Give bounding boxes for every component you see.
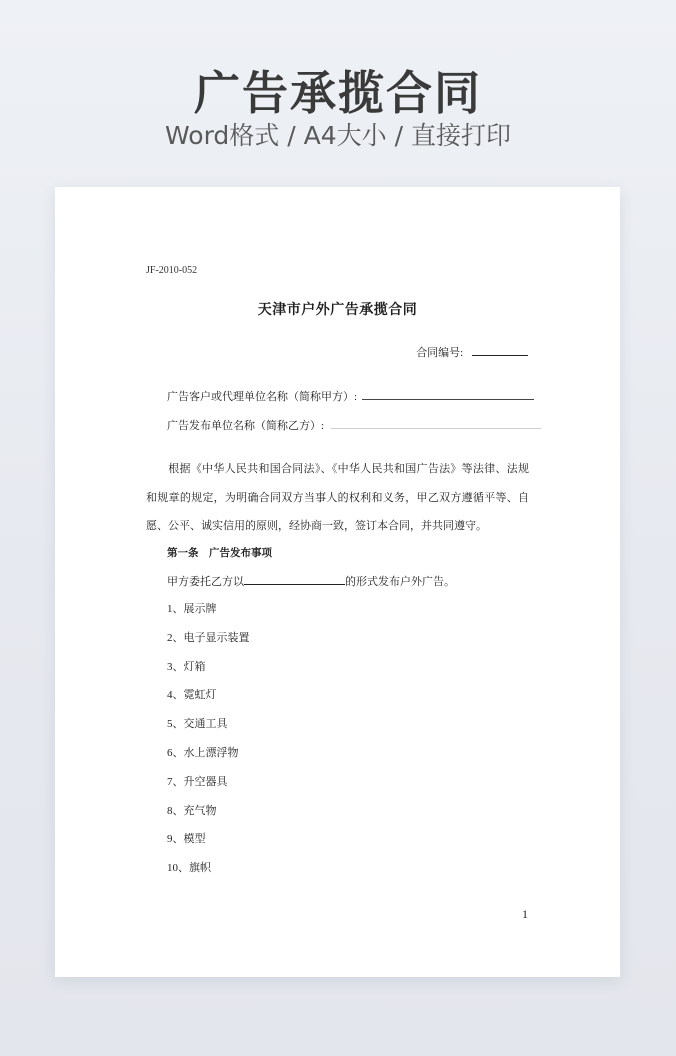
party-b-blank — [331, 418, 541, 429]
ad-form-list — [167, 601, 250, 889]
party-b-label: 广告发布单位名称（简称乙方）: — [167, 420, 325, 432]
contract-number-blank — [472, 344, 528, 356]
document-page — [55, 187, 620, 977]
list-item: 7、升空器具 — [167, 775, 228, 788]
page-subtitle: Word格式 / A4大小 / 直接打印 — [165, 121, 511, 150]
page-number: 1 — [522, 907, 528, 921]
list-item: 10、旗帜 — [167, 862, 211, 875]
list-item: 4、霓虹灯 — [167, 689, 217, 702]
page-title: 广告承揽合同 — [194, 66, 482, 120]
list-item: 5、交通工具 — [167, 718, 228, 731]
contract-number-line — [416, 344, 528, 360]
document-title: 天津市户外广告承揽合同 — [257, 303, 418, 318]
list-item: 3、灯箱 — [167, 660, 206, 673]
article-1-intro-suffix: 的形式发布户外广告。 — [345, 576, 455, 588]
list-item: 6、水上漂浮物 — [167, 746, 239, 759]
list-item: 2、电子显示装置 — [167, 631, 250, 644]
party-a-blank — [362, 389, 534, 400]
preamble-paragraph — [146, 455, 529, 541]
document-code: JF-2010-052 — [146, 265, 198, 276]
list-item: 8、充气物 — [167, 804, 217, 817]
article-1-blank — [244, 573, 345, 585]
party-b-line — [167, 417, 541, 433]
contract-number-label: 合同编号: — [416, 347, 464, 359]
article-1-intro — [167, 573, 455, 589]
article-1-title: 第一条 广告发布事项 — [167, 547, 272, 559]
list-item: 1、展示牌 — [167, 603, 217, 615]
preamble-text: 根据《中华人民共和国合同法》、《中华人民共和国广告法》等法律、法规和规章的规定，为明确合同双方当事人的权利和义务，甲乙双方遵循平等、自愿、公平、诚实信用的原则，经协商一致，签订本合同，并共同遵守。 — [146, 463, 529, 532]
article-1-intro-prefix: 甲方委托乙方以 — [167, 576, 244, 588]
list-item: 9、模型 — [167, 833, 206, 846]
party-a-label: 广告客户或代理单位名称（简称甲方）: — [167, 391, 358, 403]
party-a-line — [167, 388, 534, 404]
